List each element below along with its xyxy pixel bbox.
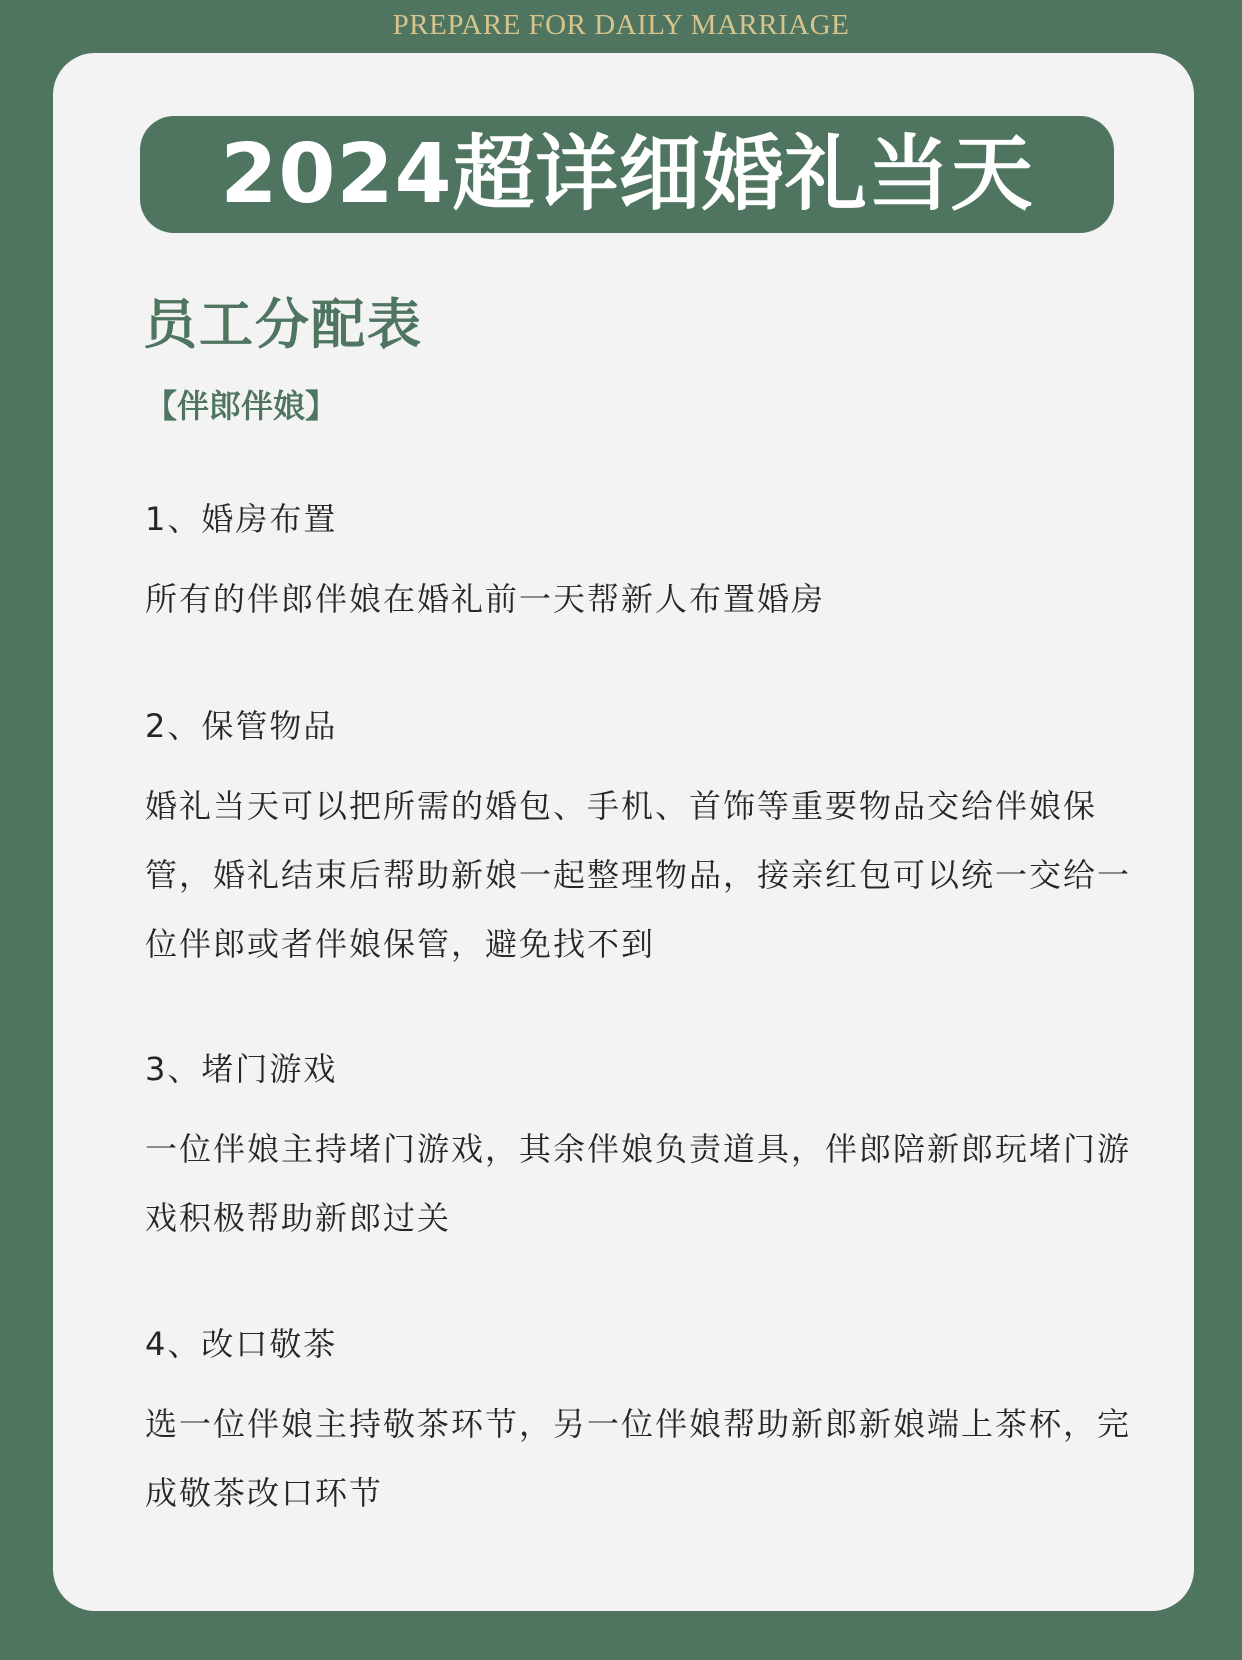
task-description: 婚礼当天可以把所需的婚包、手机、首饰等重要物品交给伴娘保管，婚礼结束后帮助新娘一起整理物品，接亲红包可以统一交给一位伴郎或者伴娘保管，避免找不到 [145,787,1132,963]
task-title: 2、保管物品 [145,707,338,745]
content-card [53,53,1194,1611]
top-tagline: PREPARE FOR DAILY MARRIAGE [392,9,850,41]
section-heading: 员工分配表 [143,293,423,356]
page-title: 2024超详细婚礼当天 [220,126,1034,222]
task-item [145,1046,1135,1253]
task-item [145,1321,1135,1528]
task-title: 3、堵门游戏 [145,1050,338,1088]
task-item [145,703,1135,979]
task-title: 1、婚房布置 [145,500,338,538]
role-label: 【伴郎伴娘】 [145,387,338,425]
title-banner [140,116,1114,233]
task-description: 所有的伴郎伴娘在婚礼前一天帮新人布置婚房 [145,580,826,618]
task-description: 一位伴娘主持堵门游戏，其余伴娘负责道具，伴郎陪新郎玩堵门游戏积极帮助新郎过关 [145,1130,1132,1237]
task-title: 4、改口敬茶 [145,1325,338,1363]
task-item [145,496,1135,634]
task-description: 选一位伴娘主持敬茶环节，另一位伴娘帮助新郎新娘端上茶杯，完成敬茶改口环节 [145,1405,1132,1512]
